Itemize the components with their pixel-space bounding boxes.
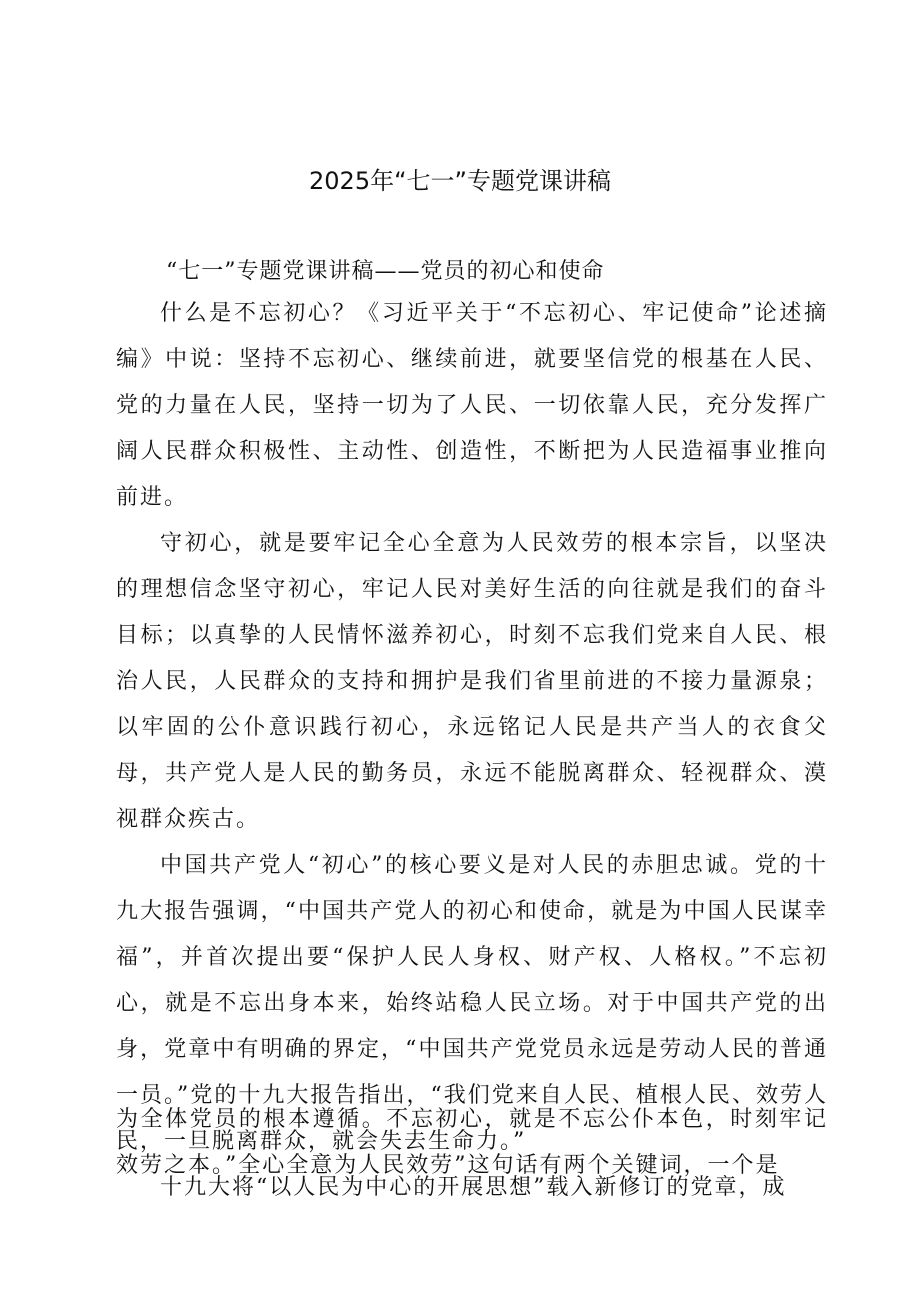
paragraph: 中国共产党人“初心”的核心要义是对人民的赤胆忠诚。党的十九大报告强调，“中国共产党人的初心和使命，就是为中国人民谋幸福”，并首次提出要“保护人民人身权、财产权、人格权。”不忘初心，就是不忘出身本来，始终站稳人民立场。对于中国共产党的出身，党章中有明确的界定，“中国共产党党员永远是劳动人民的普通一员。”党的十九大报告指出，“我们党来自人民、植根人民、效劳人民，一旦脱离群众，就会失去生命力。” xyxy=(116,853,828,1154)
paragraph: 十九大将“以人民为中心的开展思想”载入新修订的党章，成 xyxy=(160,1175,787,1200)
document-subtitle: “七一”专题党课讲稿——党员的初心和使命 xyxy=(166,259,605,284)
paragraph-continuation: 为全体党员的根本遵循。不忘初心，就是不忘公仆本色，时刻牢记效劳之本。”全心全意为人民效劳”这句话有两个关键词，一个是 xyxy=(116,1107,828,1178)
paragraph: 守初心，就是要牢记全心全意为人民效劳的根本宗旨，以坚决的理想信念坚守初心，牢记人民对美好生活的向往就是我们的奋斗目标；以真挚的人民情怀滋养初心，时刻不忘我们党来自人民、根治人民，人民群众的支持和拥护是我们省里前进的不接力量源泉；以牢固的公仆意识践行初心，永远铭记人民是共产当人的衣食父母，共产党人是人民的勤务员，永远不能脱离群众、轻视群众、漠视群众疾古。 xyxy=(116,531,828,832)
document-body-continued xyxy=(116,1097,828,1189)
document-title: 2025年“七一”专题党课讲稿 xyxy=(309,167,611,195)
paragraph: 什么是不忘初心？《习近平关于“不忘初心、牢记使命”论述摘编》中说：坚持不忘初心、继续前进，就要坚信党的根基在人民、党的力量在人民，坚持一切为了人民、一切依靠人民，充分发挥广阔人民群众积极性、主动性、创造性，不断把为人民造福事业推向前进。 xyxy=(116,301,828,510)
document-body xyxy=(116,291,828,1211)
